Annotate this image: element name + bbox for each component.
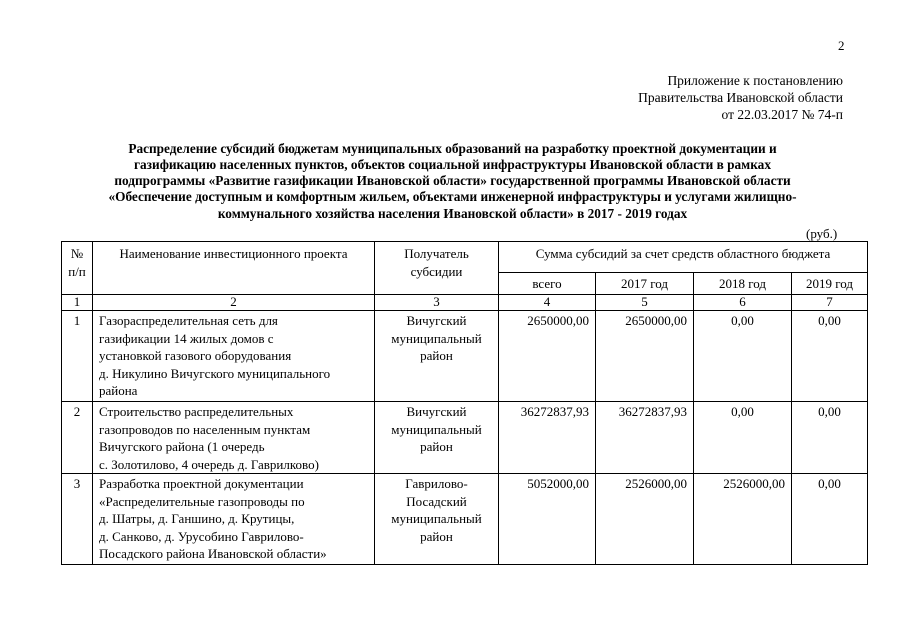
project-name-line: Посадского района Ивановской области» bbox=[99, 546, 327, 561]
amount-2017: 2650000,00 bbox=[596, 311, 694, 402]
amount-total: 5052000,00 bbox=[499, 474, 596, 565]
recipient-line: район bbox=[420, 348, 453, 363]
project-name-line: Вичугского района (1 очередь bbox=[99, 439, 265, 454]
recipient-line: Вичугский bbox=[406, 404, 467, 419]
amount-2018: 2526000,00 bbox=[694, 474, 792, 565]
row-num: 3 bbox=[62, 474, 93, 565]
appendix-note-line: Приложение к постановлению bbox=[667, 73, 843, 88]
table-header-row bbox=[62, 242, 868, 273]
header-2019: 2019 год bbox=[792, 273, 868, 295]
header-num-line: п/п bbox=[68, 263, 86, 279]
header-sum-group: Сумма субсидий за счет средств областного бюджета bbox=[499, 242, 868, 273]
project-name-line: «Распределительные газопроводы по bbox=[99, 493, 305, 509]
document-title-line: коммунального хозяйства населения Ивановской области» в 2017 - 2019 годах bbox=[217, 206, 688, 221]
document-title-line: газификацию населенных пунктов, объектов социальной инфраструктуры Ивановской области в рамках bbox=[134, 157, 771, 172]
project-name bbox=[93, 311, 375, 402]
header-recipient-line: субсидии bbox=[410, 263, 463, 279]
amount-2019: 0,00 bbox=[792, 474, 868, 565]
amount-total: 36272837,93 bbox=[499, 402, 596, 474]
project-name-line: д. Никулино Вичугского муниципального bbox=[99, 365, 331, 381]
amount-2018: 0,00 bbox=[694, 402, 792, 474]
recipient-line: Вичугский bbox=[406, 313, 467, 328]
header-recipient-line: Получатель bbox=[404, 246, 469, 261]
subsidy-table bbox=[61, 241, 868, 565]
amount-2017: 36272837,93 bbox=[596, 402, 694, 474]
header-recipient bbox=[375, 242, 499, 295]
header-num-line: № bbox=[70, 246, 84, 261]
project-name-line: установкой газового оборудования bbox=[99, 348, 292, 363]
project-name bbox=[93, 474, 375, 565]
column-number: 2 bbox=[93, 295, 375, 311]
project-name-line: газификации 14 жилых домов с bbox=[99, 330, 274, 346]
project-name-line: д. Шатры, д. Ганшино, д. Крутицы, bbox=[99, 511, 295, 526]
recipient bbox=[375, 474, 499, 565]
amount-2017: 2526000,00 bbox=[596, 474, 694, 565]
recipient-line: район bbox=[420, 439, 453, 454]
recipient bbox=[375, 311, 499, 402]
recipient-line: Посадский bbox=[406, 493, 467, 509]
document-title-line: Распределение субсидий бюджетам муниципальных образований на разработку проектной документации и bbox=[128, 141, 777, 156]
page-number: 2 bbox=[838, 38, 845, 53]
column-number: 6 bbox=[694, 295, 792, 311]
document-title-line: подпрограммы «Развитие газификации Ивановской области» государственной программы Ивановской области bbox=[114, 173, 791, 188]
project-name-line: Строительство распределительных bbox=[99, 404, 294, 419]
units-label: (руб.) bbox=[806, 226, 838, 241]
project-name bbox=[93, 402, 375, 474]
amount-2018: 0,00 bbox=[694, 311, 792, 402]
amount-2019: 0,00 bbox=[792, 402, 868, 474]
row-num: 2 bbox=[62, 402, 93, 474]
column-number-row bbox=[62, 295, 868, 311]
recipient-line: муниципальный bbox=[391, 330, 482, 346]
recipient-line: Гаврилово- bbox=[405, 476, 468, 491]
project-name-line: Разработка проектной документации bbox=[99, 476, 304, 491]
header-2018: 2018 год bbox=[694, 273, 792, 295]
header-2017: 2017 год bbox=[596, 273, 694, 295]
column-number: 7 bbox=[792, 295, 868, 311]
recipient-line: район bbox=[420, 528, 453, 544]
table-row bbox=[62, 474, 868, 565]
header-project-name: Наименование инвестиционного проекта bbox=[93, 242, 375, 295]
amount-2019: 0,00 bbox=[792, 311, 868, 402]
appendix-note-line: от 22.03.2017 № 74-п bbox=[721, 107, 843, 122]
column-number: 3 bbox=[375, 295, 499, 311]
project-name-line: д. Санково, д. Урусобино Гаврилово- bbox=[99, 528, 304, 544]
column-number: 5 bbox=[596, 295, 694, 311]
project-name-line: района bbox=[99, 383, 138, 398]
appendix-note-line: Правительства Ивановской области bbox=[638, 90, 843, 105]
project-name-line: Газораспределительная сеть для bbox=[99, 313, 278, 328]
recipient bbox=[375, 402, 499, 474]
recipient-line: муниципальный bbox=[391, 511, 482, 526]
table-row bbox=[62, 402, 868, 474]
column-number: 4 bbox=[499, 295, 596, 311]
amount-total: 2650000,00 bbox=[499, 311, 596, 402]
table-row bbox=[62, 311, 868, 402]
column-number: 1 bbox=[62, 295, 93, 311]
recipient-line: муниципальный bbox=[391, 421, 482, 437]
project-name-line: с. Золотилово, 4 очередь д. Гаврилково) bbox=[99, 456, 319, 472]
header-total: всего bbox=[499, 273, 596, 295]
header-num bbox=[62, 242, 93, 295]
project-name-line: газопроводов по населенным пунктам bbox=[99, 421, 311, 437]
row-num: 1 bbox=[62, 311, 93, 402]
document-title-line: «Обеспечение доступным и комфортным жильем, объектами инженерной инфраструктуры и услугами жилищно- bbox=[108, 189, 797, 204]
